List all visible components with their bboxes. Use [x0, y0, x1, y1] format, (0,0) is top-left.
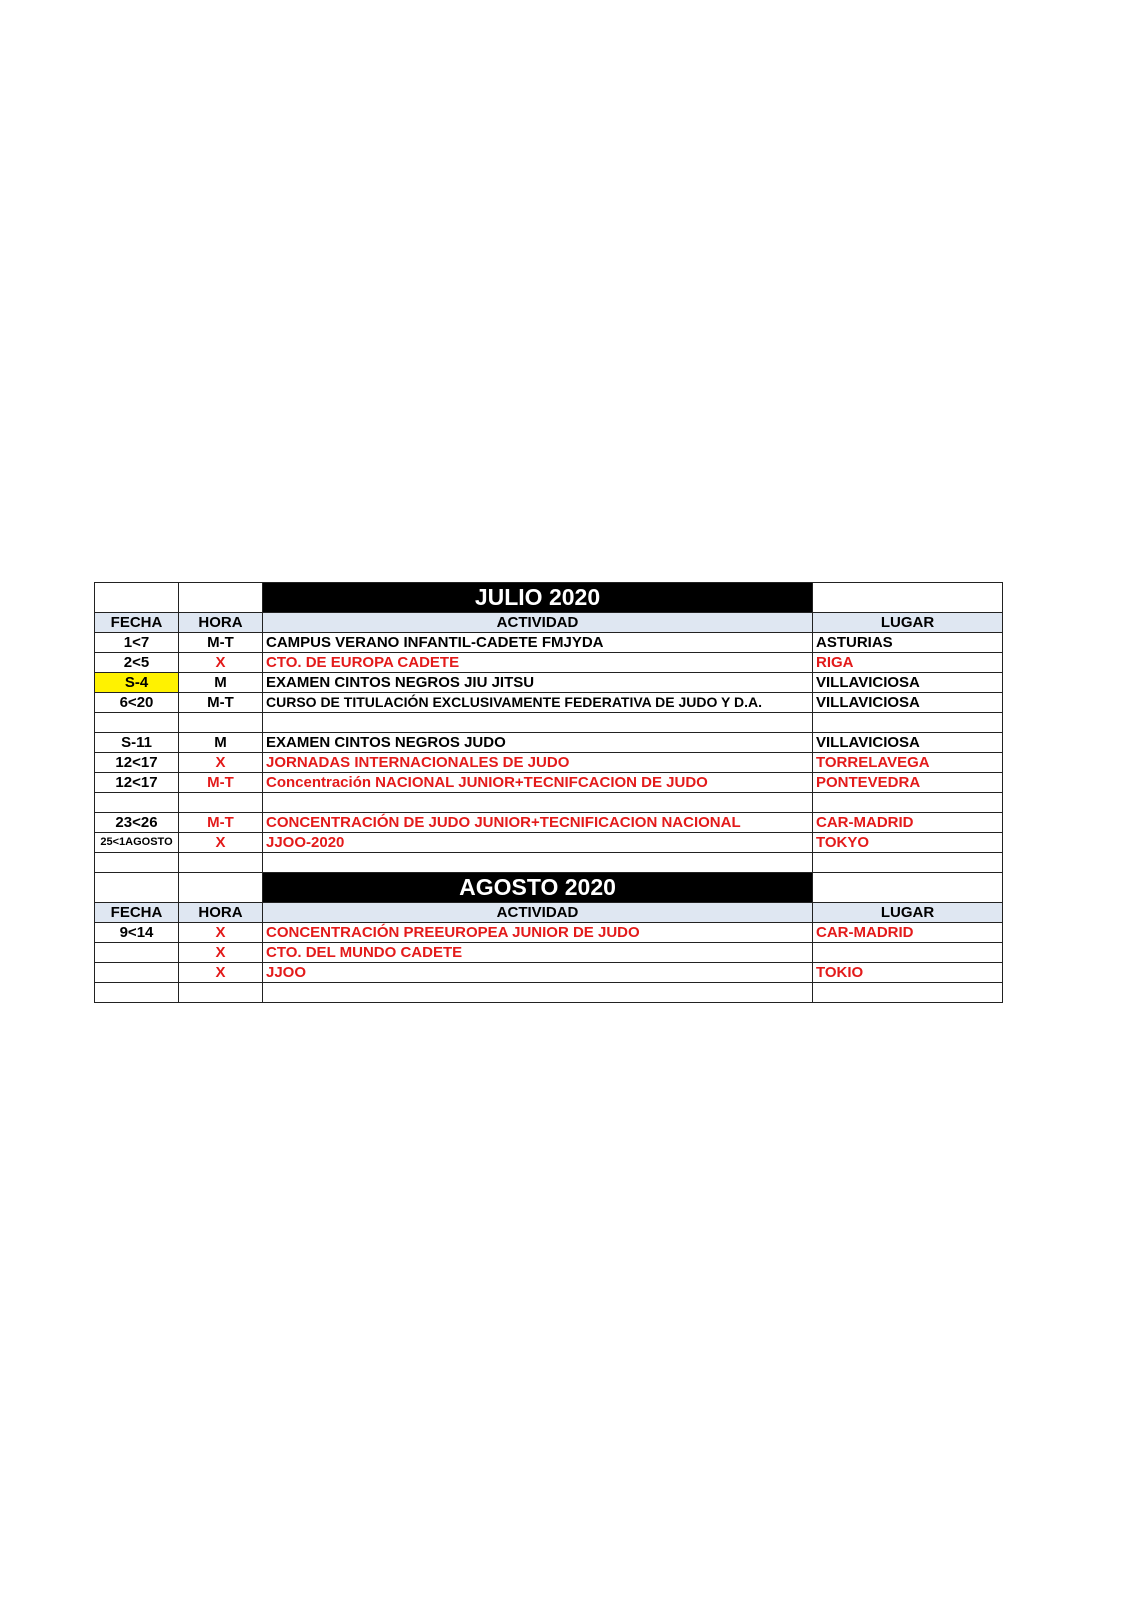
fecha-cell: S-11: [95, 733, 179, 753]
actividad-cell: Concentración NACIONAL JUNIOR+TECNIFCACION DE JUDO: [263, 773, 813, 793]
fecha-cell-highlighted: S-4: [95, 673, 179, 693]
header-row: [95, 613, 1003, 633]
lugar-cell: VILLAVICIOSA: [813, 693, 1003, 713]
lugar-cell: RIGA: [813, 653, 1003, 673]
lugar-cell: CAR-MADRID: [813, 923, 1003, 943]
fecha-cell: 12<17: [95, 773, 179, 793]
actividad-cell: CURSO DE TITULACIÓN EXCLUSIVAMENTE FEDERATIVA DE JUDO Y D.A.: [263, 693, 813, 713]
table-row: [95, 813, 1003, 833]
empty-cell: [95, 873, 179, 903]
actividad-cell: [263, 983, 813, 1003]
hora-cell: X: [179, 653, 263, 673]
fecha-cell: [95, 943, 179, 963]
lugar-cell: CAR-MADRID: [813, 813, 1003, 833]
header-hora: HORA: [179, 613, 263, 633]
actividad-cell: JJOO-2020: [263, 833, 813, 853]
fecha-cell: [95, 793, 179, 813]
lugar-cell: VILLAVICIOSA: [813, 733, 1003, 753]
header-fecha: FECHA: [95, 903, 179, 923]
hora-cell: X: [179, 833, 263, 853]
table-row: [95, 753, 1003, 773]
hora-cell: X: [179, 753, 263, 773]
table-row-empty: [95, 793, 1003, 813]
actividad-cell: [263, 713, 813, 733]
calendar-table: [94, 582, 1003, 1003]
table-row: [95, 733, 1003, 753]
table-row: [95, 833, 1003, 853]
table-row: [95, 673, 1003, 693]
table-row: [95, 653, 1003, 673]
empty-cell: [179, 583, 263, 613]
fecha-cell: 6<20: [95, 693, 179, 713]
fecha-cell: 2<5: [95, 653, 179, 673]
lugar-cell: PONTEVEDRA: [813, 773, 1003, 793]
lugar-cell: TOKYO: [813, 833, 1003, 853]
fecha-cell: [95, 853, 179, 873]
actividad-cell: CTO. DE EUROPA CADETE: [263, 653, 813, 673]
month-title: JULIO 2020: [263, 583, 813, 613]
lugar-cell: [813, 713, 1003, 733]
actividad-cell: JJOO: [263, 963, 813, 983]
hora-cell: M-T: [179, 773, 263, 793]
lugar-cell: VILLAVICIOSA: [813, 673, 1003, 693]
fecha-cell: [95, 963, 179, 983]
header-fecha: FECHA: [95, 613, 179, 633]
month-title-row: [95, 873, 1003, 903]
empty-cell: [95, 583, 179, 613]
actividad-cell: CAMPUS VERANO INFANTIL-CADETE FMJYDA: [263, 633, 813, 653]
hora-cell: [179, 713, 263, 733]
lugar-cell: ASTURIAS: [813, 633, 1003, 653]
fecha-cell: 9<14: [95, 923, 179, 943]
empty-cell: [179, 873, 263, 903]
hora-cell: [179, 853, 263, 873]
table-row: [95, 923, 1003, 943]
month-title-row: [95, 583, 1003, 613]
fecha-cell: 1<7: [95, 633, 179, 653]
table-row: [95, 943, 1003, 963]
header-row: [95, 903, 1003, 923]
header-lugar: LUGAR: [813, 613, 1003, 633]
actividad-cell: CONCENTRACIÓN DE JUDO JUNIOR+TECNIFICACION NACIONAL: [263, 813, 813, 833]
fecha-cell: 12<17: [95, 753, 179, 773]
hora-cell: [179, 793, 263, 813]
lugar-cell: [813, 853, 1003, 873]
fecha-cell: [95, 983, 179, 1003]
actividad-cell: EXAMEN CINTOS NEGROS JIU JITSU: [263, 673, 813, 693]
hora-cell: M-T: [179, 693, 263, 713]
actividad-cell: CTO. DEL MUNDO CADETE: [263, 943, 813, 963]
header-actividad: ACTIVIDAD: [263, 903, 813, 923]
fecha-cell: [95, 713, 179, 733]
hora-cell: X: [179, 923, 263, 943]
header-lugar: LUGAR: [813, 903, 1003, 923]
table-row-empty: [95, 713, 1003, 733]
header-hora: HORA: [179, 903, 263, 923]
hora-cell: [179, 983, 263, 1003]
month-title: AGOSTO 2020: [263, 873, 813, 903]
fecha-cell: 23<26: [95, 813, 179, 833]
hora-cell: X: [179, 963, 263, 983]
table-row: [95, 633, 1003, 653]
table-row-empty: [95, 983, 1003, 1003]
table-row: [95, 963, 1003, 983]
lugar-cell: [813, 983, 1003, 1003]
empty-cell: [813, 873, 1003, 903]
fecha-cell: 25<1AGOSTO: [95, 833, 179, 853]
table-row-empty: [95, 853, 1003, 873]
hora-cell: M-T: [179, 633, 263, 653]
empty-cell: [813, 583, 1003, 613]
header-actividad: ACTIVIDAD: [263, 613, 813, 633]
actividad-cell: JORNADAS INTERNACIONALES DE JUDO: [263, 753, 813, 773]
actividad-cell: EXAMEN CINTOS NEGROS JUDO: [263, 733, 813, 753]
hora-cell: X: [179, 943, 263, 963]
actividad-cell: CONCENTRACIÓN PREEUROPEA JUNIOR DE JUDO: [263, 923, 813, 943]
lugar-cell: TOKIO: [813, 963, 1003, 983]
table-row: [95, 773, 1003, 793]
table-row: [95, 693, 1003, 713]
lugar-cell: [813, 943, 1003, 963]
lugar-cell: TORRELAVEGA: [813, 753, 1003, 773]
actividad-cell: [263, 793, 813, 813]
hora-cell: M: [179, 673, 263, 693]
hora-cell: M-T: [179, 813, 263, 833]
hora-cell: M: [179, 733, 263, 753]
lugar-cell: [813, 793, 1003, 813]
actividad-cell: [263, 853, 813, 873]
